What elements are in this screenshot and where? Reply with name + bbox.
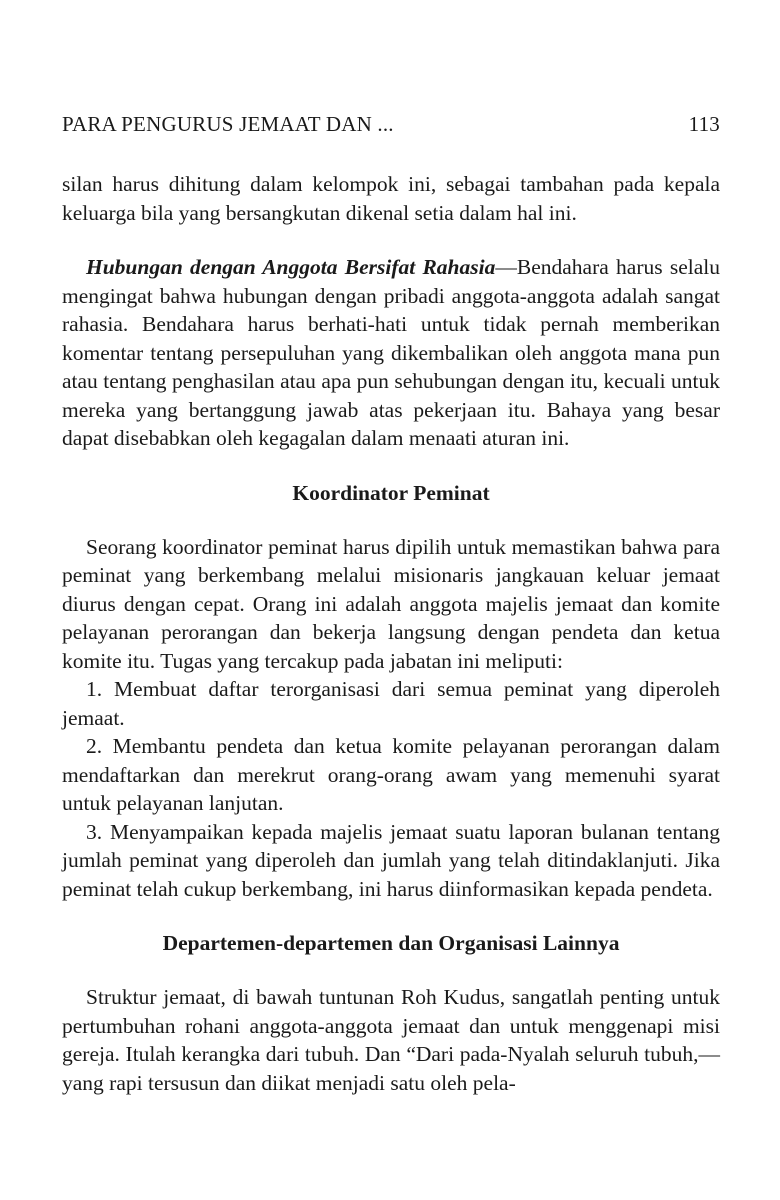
paragraph-confidentiality [62,253,720,453]
running-head-title: PARA PENGURUS JEMAAT DAN ... [62,112,394,136]
paragraph-church-structure: Struktur jemaat, di bawah tuntunan Roh Kudus, sangatlah penting untuk pertumbuhan rohani anggota-anggota jemaat dan untuk menggenapi misi gereja. Itulah kerangka dari tubuh. Dan “Dari pada-Nyalah seluruh tubuh,—yang rapi tersusun dan diikat menjadi satu oleh pela- [62,985,720,1095]
paragraph-confidentiality-body: —Bendahara harus selalu mengingat bahwa hubungan dengan pribadi anggota-anggota adalah sangat rahasia. Bendahara harus berhati-hati untuk tidak pernah memberikan komentar tentang persepuluhan yang dikembalikan oleh anggota mana pun atau tentang penghasilan atau apa pun sehubungan dengan itu, kecuali untuk mereka yang bertanggung jawab atas pekerjaan itu. Bahaya yang besar dapat disebabkan oleh kegagalan dalam menaati aturan ini. [62,255,720,450]
list-item-3: 3. Menyampaikan kepada majelis jemaat suatu laporan bulanan tentang jumlah peminat yang diperoleh dan jumlah yang telah ditindaklanjuti. Jika peminat telah cukup berkembang, ini harus diinformasikan kepada pendeta. [62,819,720,901]
running-head [62,112,720,148]
run-in-heading: Hubungan dengan Anggota Bersifat Rahasia [86,255,496,279]
paragraph-interest-coordinator: Seorang koordinator peminat harus dipilih untuk memastikan bahwa para peminat yang berkembang melalui misionaris jangkauan keluar jemaat diurus dengan cepat. Orang ini adalah anggota majelis jemaat dan komite pelayanan perorangan dan bekerja langsung dengan pendeta dan ketua komite itu. Tugas yang tercakup pada jabatan ini meliputi: [62,534,720,673]
list-item-2: 2. Membantu pendeta dan ketua komite pelayanan perorangan dalam mendaftarkan dan merekrut orang-orang awam yang memenuhi syarat untuk pelayanan lanjutan. [62,734,720,815]
section-heading-interest-coordinator: Koordinator Peminat [292,480,490,505]
book-page [62,112,720,1097]
list-item-1: 1. Membuat daftar terorganisasi dari semua peminat yang diperoleh jemaat. [62,677,720,730]
section-heading-departments: Departemen-departemen dan Organisasi Lainnya [162,931,620,955]
paragraph-continuation: silan harus dihitung dalam kelompok ini, sebagai tambahan pada kepala keluarga bila yang bersangkutan dikenal setia dalam hal ini. [62,172,720,225]
page-number: 113 [688,112,720,136]
